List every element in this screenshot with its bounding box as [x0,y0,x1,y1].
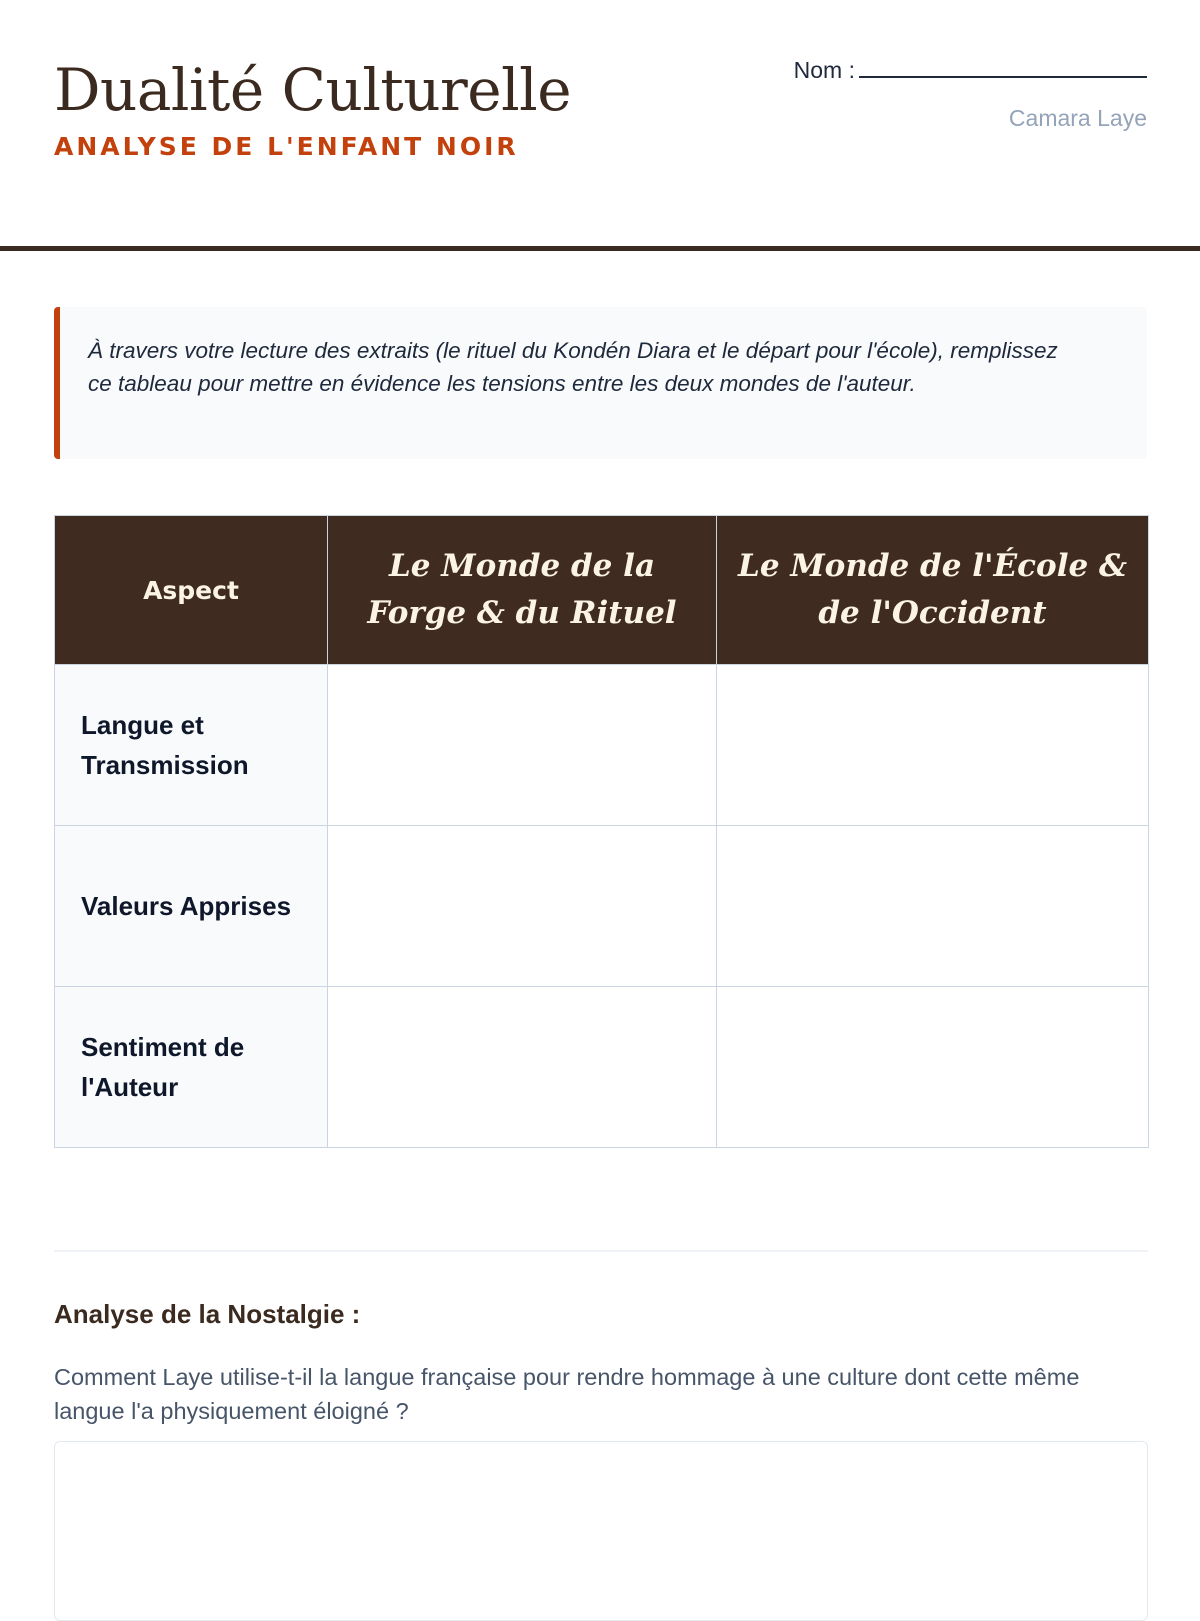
column-header-aspect: Aspect [55,516,328,665]
row-label-language: Langue et Transmission [55,665,328,826]
row-label-values: Valeurs Apprises [55,826,328,987]
comparison-table [54,515,1149,1148]
page-subtitle: ANALYSE DE L'ENFANT NOIR [54,132,519,161]
answer-cell-forge-language[interactable] [328,665,717,826]
answer-cell-school-sentiment[interactable] [717,987,1149,1148]
answer-cell-forge-sentiment[interactable] [328,987,717,1148]
section-divider [54,1250,1148,1252]
table-row [55,826,1149,987]
table-row [55,665,1149,826]
nostalgia-title: Analyse de la Nostalgie : [54,1299,361,1329]
name-blank-line[interactable] [859,56,1147,78]
instructions-box: À travers votre lecture des extraits (le rituel du Kondén Diara et le départ pour l'école), remplissez ce tableau pour mettre en évidence les tensions entre les deux mondes de l'auteur. [54,307,1147,459]
name-label: Nom : [793,57,855,83]
nostalgia-answer-box[interactable] [54,1441,1148,1621]
author-name: Camara Laye [1008,105,1147,131]
header-divider [0,246,1200,251]
column-header-school: Le Monde de l'École & de l'Occident [717,516,1149,665]
name-field [794,54,1147,86]
nostalgia-question: Comment Laye utilise-t-il la langue française pour rendre hommage à une culture dont cette même langue l'a physiquement éloigné ? [54,1364,1080,1424]
worksheet-header [0,0,1200,254]
table-header-row [55,516,1149,665]
answer-cell-forge-values[interactable] [328,826,717,987]
row-label-sentiment: Sentiment de l'Auteur [55,987,328,1148]
answer-cell-school-language[interactable] [717,665,1149,826]
answer-cell-school-values[interactable] [717,826,1149,987]
page-title: Dualité Culturelle [54,56,572,124]
table-row [55,987,1149,1148]
column-header-forge: Le Monde de la Forge & du Rituel [328,516,717,665]
